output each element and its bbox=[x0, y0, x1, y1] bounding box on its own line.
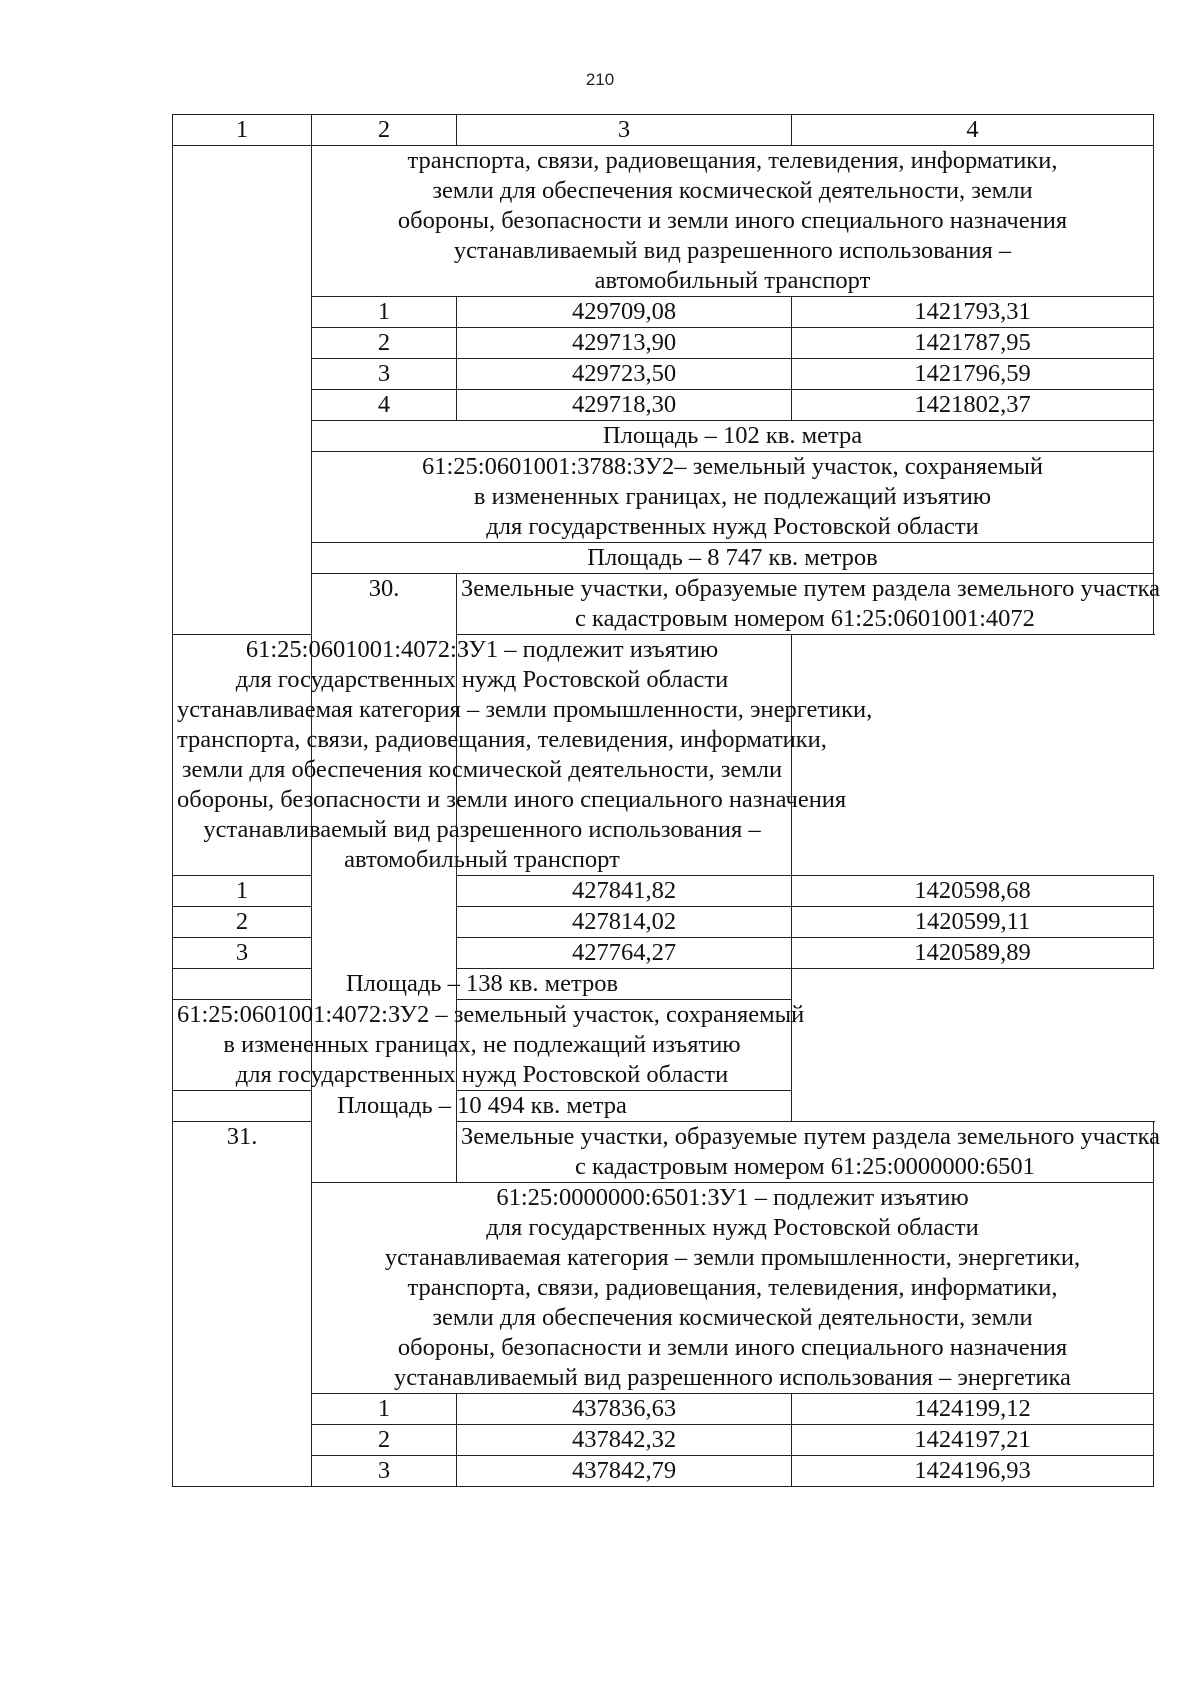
table-row bbox=[173, 635, 1154, 876]
coord-y: 1421787,95 bbox=[792, 328, 1154, 359]
coordinate-row bbox=[173, 1394, 1154, 1425]
coord-y: 1421802,37 bbox=[792, 390, 1154, 421]
table-row bbox=[173, 1183, 1154, 1394]
coord-y: 1421796,59 bbox=[792, 359, 1154, 390]
coord-x: 437836,63 bbox=[457, 1394, 792, 1425]
header-row bbox=[173, 115, 1154, 146]
plot-area: Площадь – 102 кв. метра bbox=[312, 421, 1154, 452]
area-row bbox=[173, 1091, 1154, 1122]
item-number: 30. bbox=[312, 574, 457, 1183]
coord-x: 429723,50 bbox=[457, 359, 792, 390]
coordinate-row bbox=[173, 297, 1154, 328]
coord-y: 1421793,31 bbox=[792, 297, 1154, 328]
point-number: 2 bbox=[173, 907, 312, 938]
coordinate-row bbox=[173, 1456, 1154, 1487]
coord-y: 1420589,89 bbox=[792, 938, 1154, 969]
coordinate-row bbox=[173, 390, 1154, 421]
table-row bbox=[173, 574, 1154, 635]
coord-x: 427764,27 bbox=[457, 938, 792, 969]
point-number: 3 bbox=[312, 359, 457, 390]
point-number: 1 bbox=[312, 1394, 457, 1425]
plot-description: 61:25:0601001:4072:ЗУ2 – земельный участок, сохраняемый в измененных границах, не подлежащий изъятию для государственных нужд Ростовской области bbox=[173, 1000, 792, 1091]
table-row bbox=[173, 452, 1154, 543]
coord-x: 437842,32 bbox=[457, 1425, 792, 1456]
area-row bbox=[173, 969, 1154, 1000]
coordinate-row bbox=[173, 1425, 1154, 1456]
coordinate-row bbox=[173, 328, 1154, 359]
coord-x: 429713,90 bbox=[457, 328, 792, 359]
plot-area: Площадь – 8 747 кв. метров bbox=[312, 543, 1154, 574]
coord-y: 1420599,11 bbox=[792, 907, 1154, 938]
coord-x: 437842,79 bbox=[457, 1456, 792, 1487]
header-col-1: 1 bbox=[173, 115, 312, 146]
coord-y: 1424196,93 bbox=[792, 1456, 1154, 1487]
point-number: 3 bbox=[173, 938, 312, 969]
point-number: 1 bbox=[312, 297, 457, 328]
plot-area: Площадь – 10 494 кв. метра bbox=[173, 1091, 792, 1122]
coord-y: 1420598,68 bbox=[792, 876, 1154, 907]
header-col-2: 2 bbox=[312, 115, 457, 146]
plot-area: Площадь – 138 кв. метров bbox=[173, 969, 792, 1000]
point-number: 1 bbox=[173, 876, 312, 907]
land-plots-table bbox=[172, 114, 1160, 1487]
header-col-4: 4 bbox=[792, 115, 1154, 146]
coord-x: 429709,08 bbox=[457, 297, 792, 328]
table-row bbox=[173, 1000, 1154, 1091]
coord-x: 427841,82 bbox=[457, 876, 792, 907]
coord-x: 427814,02 bbox=[457, 907, 792, 938]
area-row bbox=[173, 543, 1154, 574]
table-row bbox=[173, 146, 1154, 297]
category-description: транспорта, связи, радиовещания, телевидения, информатики, земли для обеспечения космической деятельности, земли обороны, безопасности и земли иного специального назначения устанавливаемый вид разрешенного использования – автомобильный транспорт bbox=[312, 146, 1154, 297]
point-number: 3 bbox=[312, 1456, 457, 1487]
page-number: 210 bbox=[585, 70, 615, 89]
area-row bbox=[173, 421, 1154, 452]
coord-y: 1424197,21 bbox=[792, 1425, 1154, 1456]
plot-description: 61:25:0000000:6501:ЗУ1 – подлежит изъятию для государственных нужд Ростовской области устанавливаемая категория – земли промышленности, энергетики, транспорта, связи, радиовещания, телевидения, информатики, земли для обеспечения космической деятельности, земли обороны, безопасности и земли иного специального назначения устанавливаемый вид разрешенного использования – энергетика bbox=[312, 1183, 1154, 1394]
point-number: 2 bbox=[312, 328, 457, 359]
coord-x: 429718,30 bbox=[457, 390, 792, 421]
item-number: 31. bbox=[173, 1122, 312, 1487]
plot-description: 61:25:0601001:4072:ЗУ1 – подлежит изъятию для государственных нужд Ростовской области устанавливаемая категория – земли промышленности, энергетики, транспорта, связи, радиовещания, телевидения, информатики, земли для обеспечения космической деятельности, земли обороны, безопасности и земли иного специального назначения устанавливаемый вид разрешенного использования – автомобильный транспорт bbox=[173, 635, 792, 876]
item-number-cell bbox=[173, 146, 312, 635]
item-heading: Земельные участки, образуемые путем раздела земельного участка с кадастровым номером 61:25:0601001:4072 bbox=[457, 574, 1154, 635]
point-number: 4 bbox=[312, 390, 457, 421]
point-number: 2 bbox=[312, 1425, 457, 1456]
plot-description: 61:25:0601001:3788:ЗУ2– земельный участок, сохраняемый в измененных границах, не подлежащий изъятию для государственных нужд Ростовской области bbox=[312, 452, 1154, 543]
coordinate-row bbox=[173, 359, 1154, 390]
coord-y: 1424199,12 bbox=[792, 1394, 1154, 1425]
header-col-3: 3 bbox=[457, 115, 792, 146]
item-heading: Земельные участки, образуемые путем раздела земельного участка с кадастровым номером 61:25:0000000:6501 bbox=[457, 1122, 1154, 1183]
